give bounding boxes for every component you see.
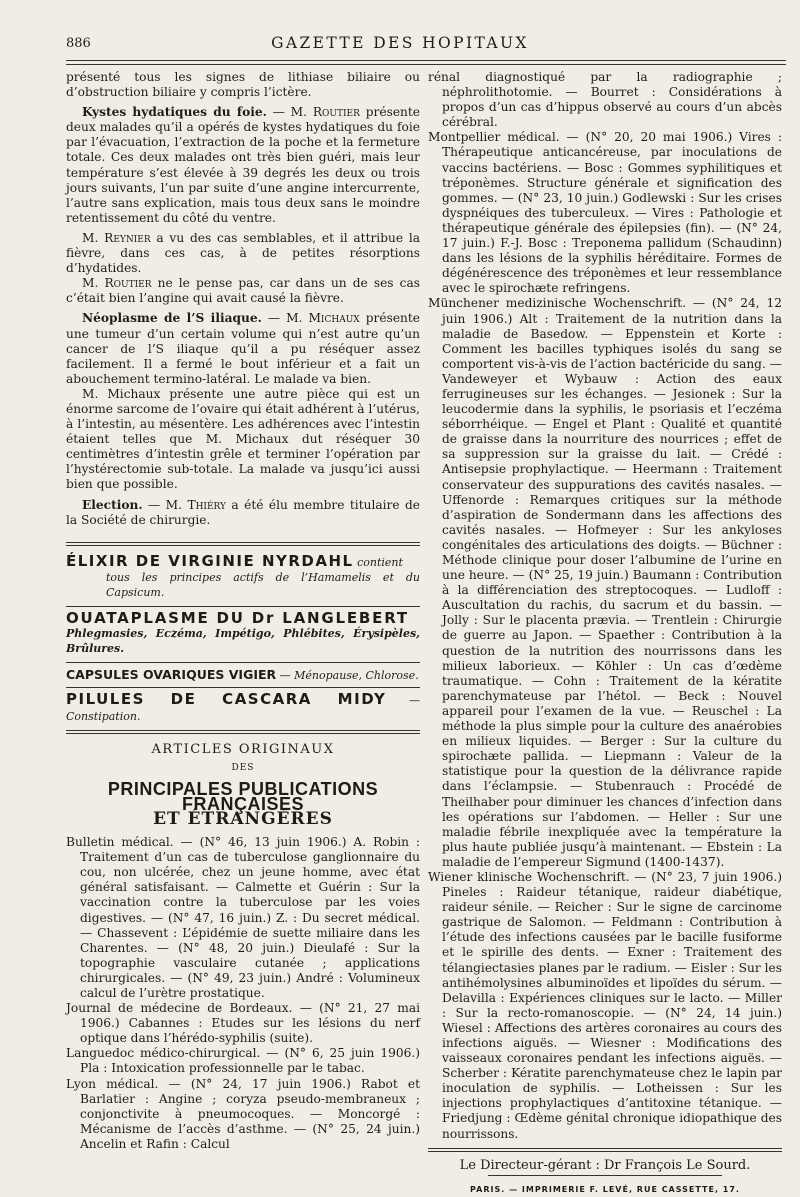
divider [66, 730, 420, 734]
divider [488, 1175, 722, 1176]
author-name: Reynier [104, 230, 151, 245]
ad-tail: — Constipation. [66, 694, 420, 724]
text: présente deux malades qu’il a opérés de kystes hydatiques du foie par l’évacuation, l’extraction de la poche et la fermeture totale. Ces deux malades ont très bien guéri, mais leur température s’est élevée à 39 degrés les deux ou trois jours suivants, l’un par suite d’une angine intercurrente, l’autre sans explication, mais tous deux sans le moindre retentissement du côté du ventre. [66, 105, 420, 225]
entry-montpellier: Montpellier médical. — (N° 20, 20 mai 1906.) Vires : Thérapeutique anticancéreuse, par inoculations de vaccins bactériens. — Bosc : Gommes syphilitiques et tréponèmes. Structure générale et signification des gommes. — (N° 23, 10 juin.) Godlewski : Sur les crises dyspnéiques des tuberculeux. — Vires : Pathologie et thérapeutique générale des épilepsies (fin). — (N° 24, 17 juin.) F.-J. Bosc : Treponema pallidum (Schaudinn) dans les lésions de la syphilis héréditaire. Formes de dégénérescence des tréponèmes et leur ressemblance avec le spirochæte refringens. [428, 130, 782, 296]
author-name: Routier [104, 276, 152, 291]
heading-election: Election. [82, 497, 143, 512]
paragraph-election [66, 498, 420, 528]
text: a vu des cas semblables, et il attribue la fièvre, dans ces cas, à de petites résorptions d’hydatides. [66, 230, 420, 276]
entry-languedoc: Languedoc médico-chirurgical. — (N° 6, 25 juin 1906.) Pla : Intoxication professionnelle par le tabac. [66, 1046, 420, 1076]
entry-lyon: Lyon médical. — (N° 24, 17 juin 1906.) Rabot et Barlatier : Angine ; coryza pseudo-membraneux ; conjonctivite à pneumocoques. — Moncorgé : Mécanisme de l’accès d’asthme. — (N° 25, 24 juin.) Ancelin et Rafin : Calcul [66, 1076, 420, 1151]
section-title-sub: ET ÉTRANGÈRES [153, 808, 333, 829]
paragraph-reynier [66, 231, 420, 276]
ad-title: CAPSULES OVARIQUES VIGIER [66, 667, 277, 683]
entry-lyon-continued: rénal diagnostiqué par la radiographie ; néphrolithotomie. — Bourret : Considérations à propos d’un cas d’hippus observé au cours d’un abcès cérébral. [428, 70, 782, 130]
divider [66, 662, 420, 663]
printer-line: PARIS. — IMPRIMERIE F. LEVÉ, RUE CASSETTE, 17. [470, 1184, 740, 1194]
section-title: ARTICLES ORIGINAUX [151, 741, 335, 757]
ad-ouataplasme-subtitle: Phlegmasies, Eczéma, Impétigo, Phlébites, Érysipèles, Brûlures. [66, 627, 420, 656]
paragraph-routier [66, 276, 420, 306]
ad-ouataplasme: OUATAPLASME DU Dr LANGLEBERT [66, 609, 409, 627]
author-name: Routier [312, 105, 360, 120]
heading-kystes: Kystes hydatiques du foie. [82, 105, 267, 120]
ad-capsules [66, 667, 420, 683]
ad-elixir-subtitle: tous les principes actifs de l’Hamamelis et du Capsicum. [106, 570, 420, 599]
author-name: Michaux [308, 311, 360, 326]
text: — M. [142, 497, 188, 512]
entry-bordeaux: Journal de médecine de Bordeaux. — (N° 21, 27 mai 1906.) Cabannes : Etudes sur les lésions du nerf optique dans l’hérédo-syphilis (suite). [66, 1001, 420, 1046]
header-rule [66, 60, 786, 65]
paragraph-neoplasme [66, 311, 420, 386]
ad-title: PILULES DE CASCARA MIDY [66, 690, 387, 709]
paragraph-michaux: M. Michaux présente une autre pièce qui est un énorme sarcome de l’ovaire qui était adhérent à l’utérus, à l’intestin, au mésentère. Les adhérences avec l’intestin étaient telles que M. Michaux dut réséquer 30 centimètres d’intestin grêle et terminer l’opération par l’hystérectomie sub-totale. La malade va jusqu’ici aussi bien que possible. [66, 386, 420, 492]
text: M. [82, 230, 105, 245]
divider [428, 1148, 782, 1152]
right-column [428, 70, 782, 1197]
divider [66, 606, 420, 607]
section-title-des: DES [231, 762, 255, 773]
page-number: 886 [66, 36, 91, 51]
ad-title: ÉLIXIR DE VIRGINIE NYRDAHL [66, 551, 354, 570]
ad-elixir [66, 551, 420, 570]
signature: Le Directeur-gérant : Dr François Le Sourd. [459, 1157, 751, 1173]
ad-tail: — Ménopause, Chlorose. [276, 669, 419, 683]
text: — M. [266, 105, 313, 120]
author-name: Thiéry [187, 497, 226, 512]
left-column [66, 70, 420, 1152]
text: — M. [261, 311, 309, 326]
text: ne le pense pas, car dans un de ses cas c’était bien l’angine qui avait causé la fièvre. [66, 276, 420, 306]
text: M. [82, 276, 105, 291]
entry-bulletin-medical: Bulletin médical. — (N° 46, 13 juin 1906.) A. Robin : Traitement d’un cas de tuberculose ganglionnaire du cou, non ulcérée, chez un jeune homme, avec état général satisfaisant. — Calmette et Guérin : Sur la vaccination contre la tuberculose par les voies digestives. — (N° 47, 16 juin.) Z. : Du secret médical. — Chassevent : L’épidémie de suette miliaire dans les Charentes. — (N° 48, 20 juin.) Dieulafé : Sur la topographie vasculaire cutanée ; applications chirurgicales. — (N° 49, 23 juin.) André : Volumineux calcul de l’urètre prostatique. [66, 835, 420, 1000]
text: a été élu membre titulaire de la Société de chirurgie. [66, 497, 420, 527]
section-title-main: PRINCIPALES PUBLICATIONS FRANÇAISES [107, 778, 379, 814]
entry-munchener: Münchener medizinische Wochenschrift. — (N° 24, 12 juin 1906.) Alt : Traitement de la nutrition dans la maladie de Basedow. — Eppenstein et Korte : Comment les bacilles typhiques isolés du sang se comportent vis-à-vis de l’action bactéricide du sang. — Vandeweyer et Wybauw : Action des eaux ferrugineuses sur les échanges. — Jesionek : Sur la leucodermie dans la syphilis, le psoriasis et l’eczéma séborrhéique. — Engel et Plant : Qualité et quantité de graisse dans la nourriture des nourrices ; effet de sa suppression sur la graisse du lait. — Crédé : Antisepsie prophylactique. — Heermann : Traitement conservateur des suppurations des cavités nasales. — Uffenorde : Remarques critiques sur la méthode d’aspiration de Sondermann dans les affections des cavités nasales. — Hofmeyer : Sur les ankyloses congénitales des articulations des doigts. — Büchner : Méthode clinique pour doser l’albumine de l’urine en une heure. — (N° 25, 19 juin.) Baumann : Contribution à la différenciation des streptocoques. — Ludloff : Auscultation du rachis, du sacrum et du bassin. — Jolly : Sur le placenta prævia. — Trentlein : Chirurgie de guerre au Japon. — Spaether : Contribution à la question de la nutrition des nourrissons dans les milieux laborieux. — Köhler : Un cas d’œdème traumatique. — Cohn : Traitement de la kératite parenchymateuse par l’hétol. — Beck : Nouvel appareil pour l’examen de la vue. — Reuschel : La méthode la plus simple pour la culture des anaérobies en milieux liquides. — Berger : Sur la culture du spirochæte pallida. — Liepmann : Valeur de la statistique pour la question de la délivrance rapide dans l’éclampsie. — Stubenrauch : Procédé de Theilhaber pour diminuer les chances d’infection dans les opérations sur l’abdomen. — Heller : Sur une maladie fébrile inexpliquée avec la température la plus haute publiée jusqu’à maintenant. — Ebstein : La maladie de l’empereur Sigmund (1400-1437). [428, 296, 782, 869]
divider [66, 542, 420, 546]
paragraph-kystes [66, 105, 420, 226]
divider [66, 687, 420, 688]
ad-tail: contient [353, 555, 403, 569]
text: présente une tumeur d’un certain volume qui n’est autre qu’un cancer de l’S iliaque qu’il a pu réséquer assez facilement. Il a fermé le bout inférieur et a fait un abouchement termino-latéral. Le malade va bien. [66, 311, 420, 386]
ad-pilules [66, 692, 420, 724]
continued-paragraph: présenté tous les signes de lithiase biliaire ou d’obstruction biliaire y compris l’ictère. [66, 70, 420, 100]
entry-wiener: Wiener klinische Wochenschrift. — (N° 23, 7 juin 1906.) Pineles : Raideur tétanique, raideur diabétique, raideur sénile. — Reicher : Sur le signe de carcinome gastrique de Salomon. — Feldmann : Contribution à l’étude des infections causées par le bacille fusiforme et le spirille des dents. — Exner : Traitement des télangiectasies planes par le radium. — Eisler : Sur les antihémolysines albuminoïdes et lipoïdes du sérum. — Delavilla : Expériences cliniques sur le lacto. — Miller : Sur la recto-romanoscopie. — (N° 24, 14 juin.) Wiesel : Affections des artères coronaires au cours des infections aiguës. — Wiesner : Modifications des vaisseaux coronaires pendant les infections aiguës. — Scherber : Kératite parenchymateuse chez le lapin par inoculation de syphilis. — Lotheissen : Sur les injections prophylactiques d’antitoxine tétanique. — Friedjung : Œdème génital chronique idiopathique des nourrissons. [428, 869, 782, 1141]
journal-title: GAZETTE DES HOPITAUX [271, 34, 529, 52]
page-header [0, 34, 800, 58]
heading-neoplasme: Néoplasme de l’S iliaque. [82, 311, 262, 326]
